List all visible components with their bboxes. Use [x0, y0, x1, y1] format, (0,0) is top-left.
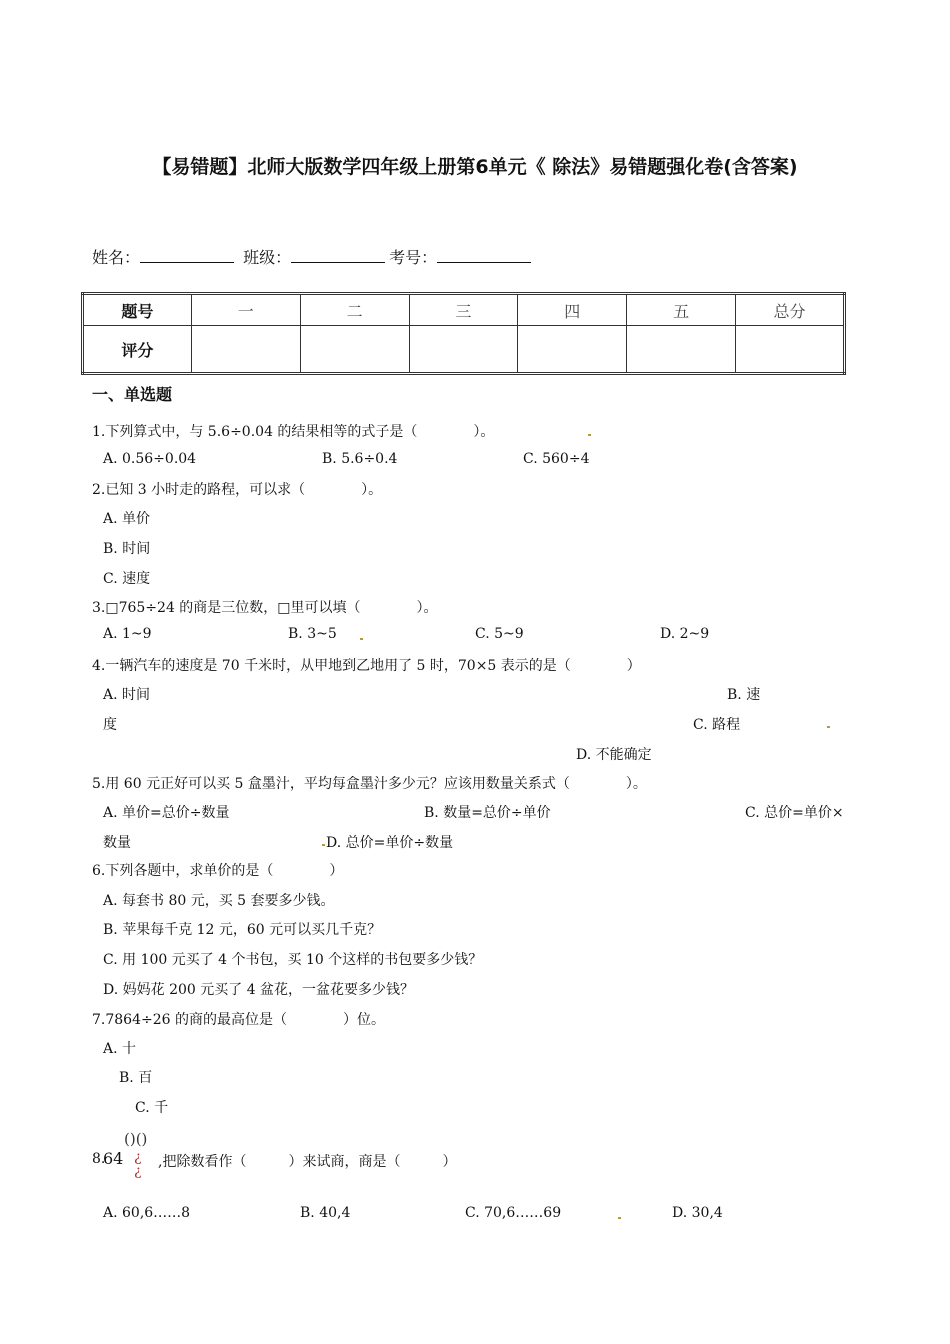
q4-option-b[interactable]: B. 速 — [727, 687, 761, 703]
q2-option-c[interactable]: C. 速度 — [103, 571, 151, 587]
score-header-cell: 三 — [409, 294, 518, 326]
question-8-dividend: 64 — [103, 1149, 124, 1168]
score-table-score-row — [83, 326, 845, 374]
document-title: 【易错题】北师大版数学四年级上册第6单元《 除法》易错题强化卷(含答案) — [152, 156, 798, 178]
score-header-cell: 题号 — [83, 294, 192, 326]
q3-option-a[interactable]: A. 1~9 — [103, 626, 152, 642]
question-8-fraction-top: ()() — [124, 1130, 148, 1148]
score-header-cell: 四 — [518, 294, 627, 326]
q8-option-a[interactable]: A. 60,6……8 — [103, 1205, 191, 1221]
exam-no-label: 考号： — [389, 248, 438, 267]
q5-option-d[interactable]: D. 总价=单价÷数量 — [326, 835, 454, 851]
question-8-stem: ,把除数看作（ ）来试商，商是（ ） — [158, 1154, 457, 1170]
score-table — [81, 292, 846, 375]
score-cell[interactable] — [627, 326, 736, 374]
question-4-stem: 4.一辆汽车的速度是 70 千米时，从甲地到乙地用了 5 时，70×5 表示的是（ ） — [92, 658, 641, 674]
decorative-dot — [322, 844, 325, 846]
question-5-stem: 5.用 60 元正好可以买 5 盒墨汁，平均每盒墨汁多少元？应该用数量关系式（ ）。 — [92, 776, 647, 792]
q6-option-a[interactable]: A. 每套书 80 元，买 5 套要多少钱。 — [103, 893, 335, 909]
section-heading: 一、单选题 — [92, 385, 173, 404]
decorative-dot — [827, 726, 830, 728]
q5-option-c-cont: 数量 — [103, 835, 131, 851]
q1-option-c[interactable]: C. 560÷4 — [523, 451, 590, 467]
score-cell[interactable] — [518, 326, 627, 374]
q8-option-b[interactable]: B. 40,4 — [300, 1205, 351, 1221]
score-cell[interactable] — [191, 326, 300, 374]
student-info-line — [92, 245, 535, 268]
q1-option-a[interactable]: A. 0.56÷0.04 — [103, 451, 197, 467]
question-7-stem: 7.7864÷26 的商的最高位是（ ）位。 — [92, 1012, 385, 1028]
score-cell[interactable] — [736, 326, 845, 374]
class-blank[interactable] — [291, 248, 385, 263]
q4-option-c[interactable]: C. 路程 — [693, 717, 741, 733]
q5-option-a[interactable]: A. 单价=总价÷数量 — [103, 805, 230, 821]
exam-no-blank[interactable] — [437, 248, 531, 263]
q7-option-c[interactable]: C. 千 — [135, 1100, 169, 1116]
name-blank[interactable] — [140, 248, 234, 263]
name-label: 姓名： — [92, 248, 141, 267]
question-6-stem: 6.下列各题中，求单价的是（ ） — [92, 863, 344, 879]
q6-option-b[interactable]: B. 苹果每千克 12 元，60 元可以买几千克？ — [103, 922, 382, 938]
score-header-cell: 总分 — [736, 294, 845, 326]
q3-option-d[interactable]: D. 2~9 — [660, 626, 710, 642]
q7-option-a[interactable]: A. 十 — [103, 1041, 137, 1057]
class-label: 班级： — [243, 248, 292, 267]
q5-option-c[interactable]: C. 总价=单价× — [745, 805, 844, 821]
q7-option-b[interactable]: B. 百 — [119, 1070, 153, 1086]
q6-option-d[interactable]: D. 妈妈花 200 元买了 4 盆花，一盆花要多少钱？ — [103, 982, 415, 998]
score-cell[interactable] — [300, 326, 409, 374]
decorative-dot — [588, 434, 591, 436]
q4-option-a[interactable]: A. 时间 — [103, 687, 151, 703]
q8-option-d[interactable]: D. 30,4 — [672, 1205, 723, 1221]
decorative-dot — [360, 638, 363, 640]
q5-option-b[interactable]: B. 数量=总价÷单价 — [424, 805, 551, 821]
decorative-dot — [618, 1217, 621, 1219]
q4-option-b-cont: 度 — [103, 717, 117, 733]
score-cell[interactable] — [409, 326, 518, 374]
score-header-cell: 一 — [191, 294, 300, 326]
q1-option-b[interactable]: B. 5.6÷0.4 — [322, 451, 398, 467]
score-header-cell: 五 — [627, 294, 736, 326]
q2-option-a[interactable]: A. 单价 — [103, 511, 151, 527]
question-8-number: 8. — [92, 1151, 106, 1167]
score-table-header-row — [83, 294, 845, 326]
question-3-stem: 3.□765÷24 的商是三位数，□里可以填（ ）。 — [92, 600, 438, 616]
q6-option-c[interactable]: C. 用 100 元买了 4 个书包，买 10 个这样的书包要多少钱？ — [103, 952, 483, 968]
question-1-stem: 1.下列算式中，与 5.6÷0.04 的结果相等的式子是（ ）。 — [92, 424, 495, 440]
q4-option-d[interactable]: D. 不能确定 — [576, 747, 652, 763]
score-row-label: 评分 — [83, 326, 192, 374]
question-2-stem: 2.已知 3 小时走的路程，可以求（ ）。 — [92, 482, 383, 498]
question-8-fraction-marks: ¿ ¿ — [134, 1149, 142, 1179]
q3-option-c[interactable]: C. 5~9 — [475, 626, 524, 642]
score-header-cell: 二 — [300, 294, 409, 326]
q3-option-b[interactable]: B. 3~5 — [288, 626, 337, 642]
q2-option-b[interactable]: B. 时间 — [103, 541, 151, 557]
q8-option-c[interactable]: C. 70,6……69 — [465, 1205, 562, 1221]
